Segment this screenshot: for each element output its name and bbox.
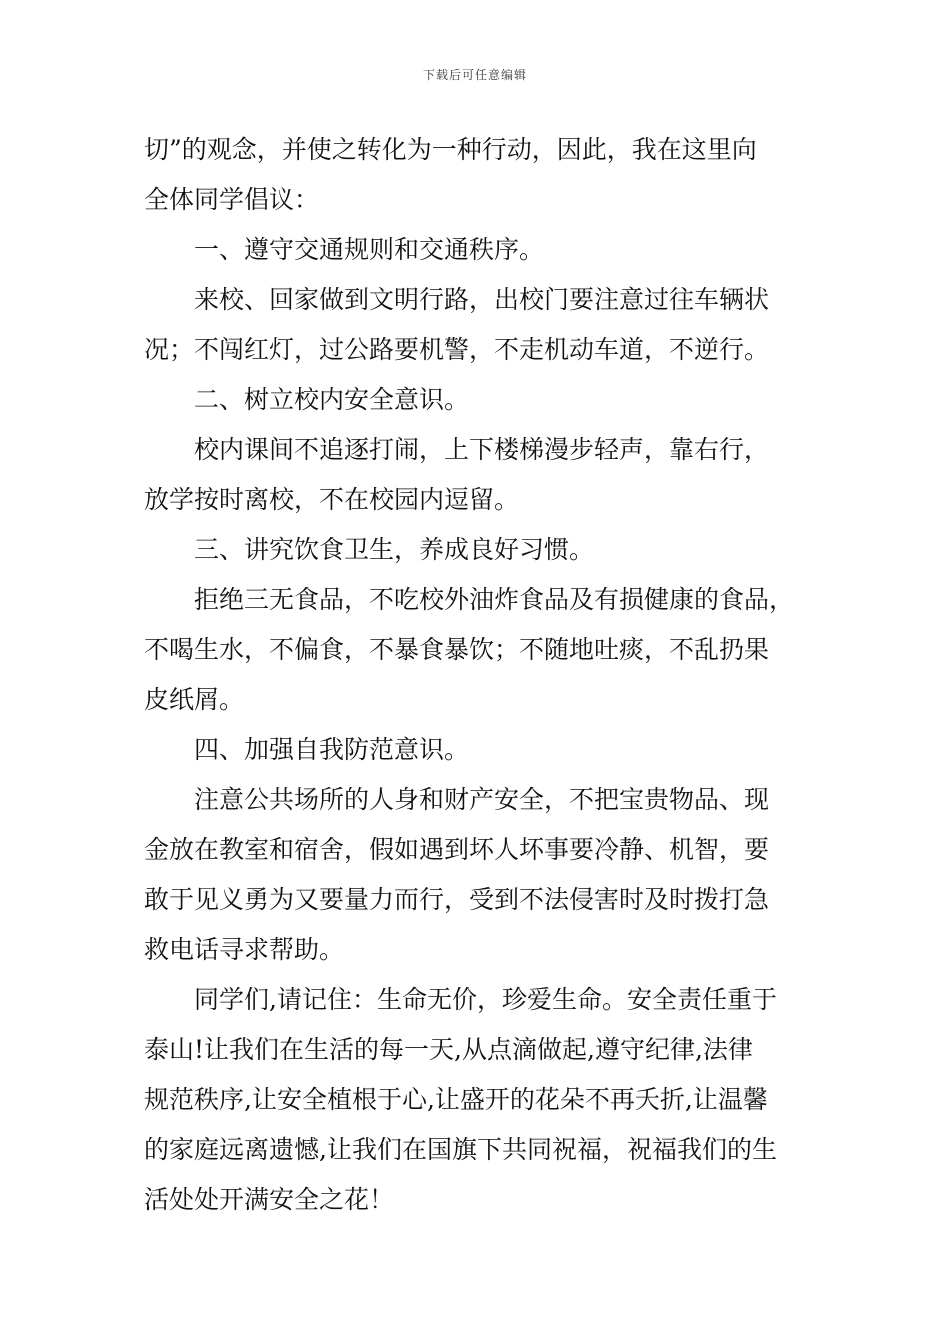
text-line: 规范秩序,让安全植根于心,让盛开的花朵不再夭折,让温馨	[144, 1085, 768, 1114]
text-line: 泰山!让我们在生活的每一天,从点滴做起,遵守纪律,法律	[144, 1035, 753, 1064]
text-line: 敢于见义勇为又要量力而行，受到不法侵害时及时拨打急	[144, 885, 770, 914]
text-line: 不喝生水，不偏食，不暴食暴饮；不随地吐痰，不乱扔果	[144, 635, 770, 664]
text-line: 金放在教室和宿舍，假如遇到坏人坏事要冷静、机智，要	[144, 835, 770, 864]
text-line: 放学按时离校，不在校园内逗留。	[144, 485, 520, 514]
section-heading: 二、树立校内安全意识。	[194, 385, 470, 414]
text-line: 的家庭远离遗憾,让我们在国旗下共同祝福，祝福我们的生	[144, 1135, 777, 1164]
document-body	[144, 125, 816, 1225]
section-heading: 四、加强自我防范意识。	[194, 735, 470, 764]
section-heading: 三、讲究饮食卫生，养成良好习惯。	[194, 535, 595, 564]
section-heading: 一、遵守交通规则和交通秩序。	[194, 235, 545, 264]
text-line: 况；不闯红灯，过公路要机警，不走机动车道，不逆行。	[144, 335, 770, 364]
text-line: 来校、回家做到文明行路，出校门要注意过往车辆状	[194, 285, 770, 314]
text-line: 全体同学倡议：	[144, 185, 320, 214]
text-line: 活处处开满安全之花！	[144, 1185, 395, 1214]
text-line: 切”的观念，并使之转化为一种行动，因此，我在这里向	[144, 135, 757, 164]
text-line: 救电话寻求帮助。	[144, 935, 345, 964]
text-line: 皮纸屑。	[144, 685, 245, 714]
text-line: 拒绝三无食品，不吃校外油炸食品及有损健康的食品，	[194, 585, 795, 614]
header-note: 下载后可任意编辑	[422, 68, 527, 82]
text-line: 同学们,请记住：生命无价，珍爱生命。安全责任重于	[194, 985, 777, 1014]
text-line: 注意公共场所的人身和财产安全，不把宝贵物品、现	[194, 785, 770, 814]
text-line: 校内课间不追逐打闹，上下楼梯漫步轻声，靠右行，	[194, 435, 770, 464]
